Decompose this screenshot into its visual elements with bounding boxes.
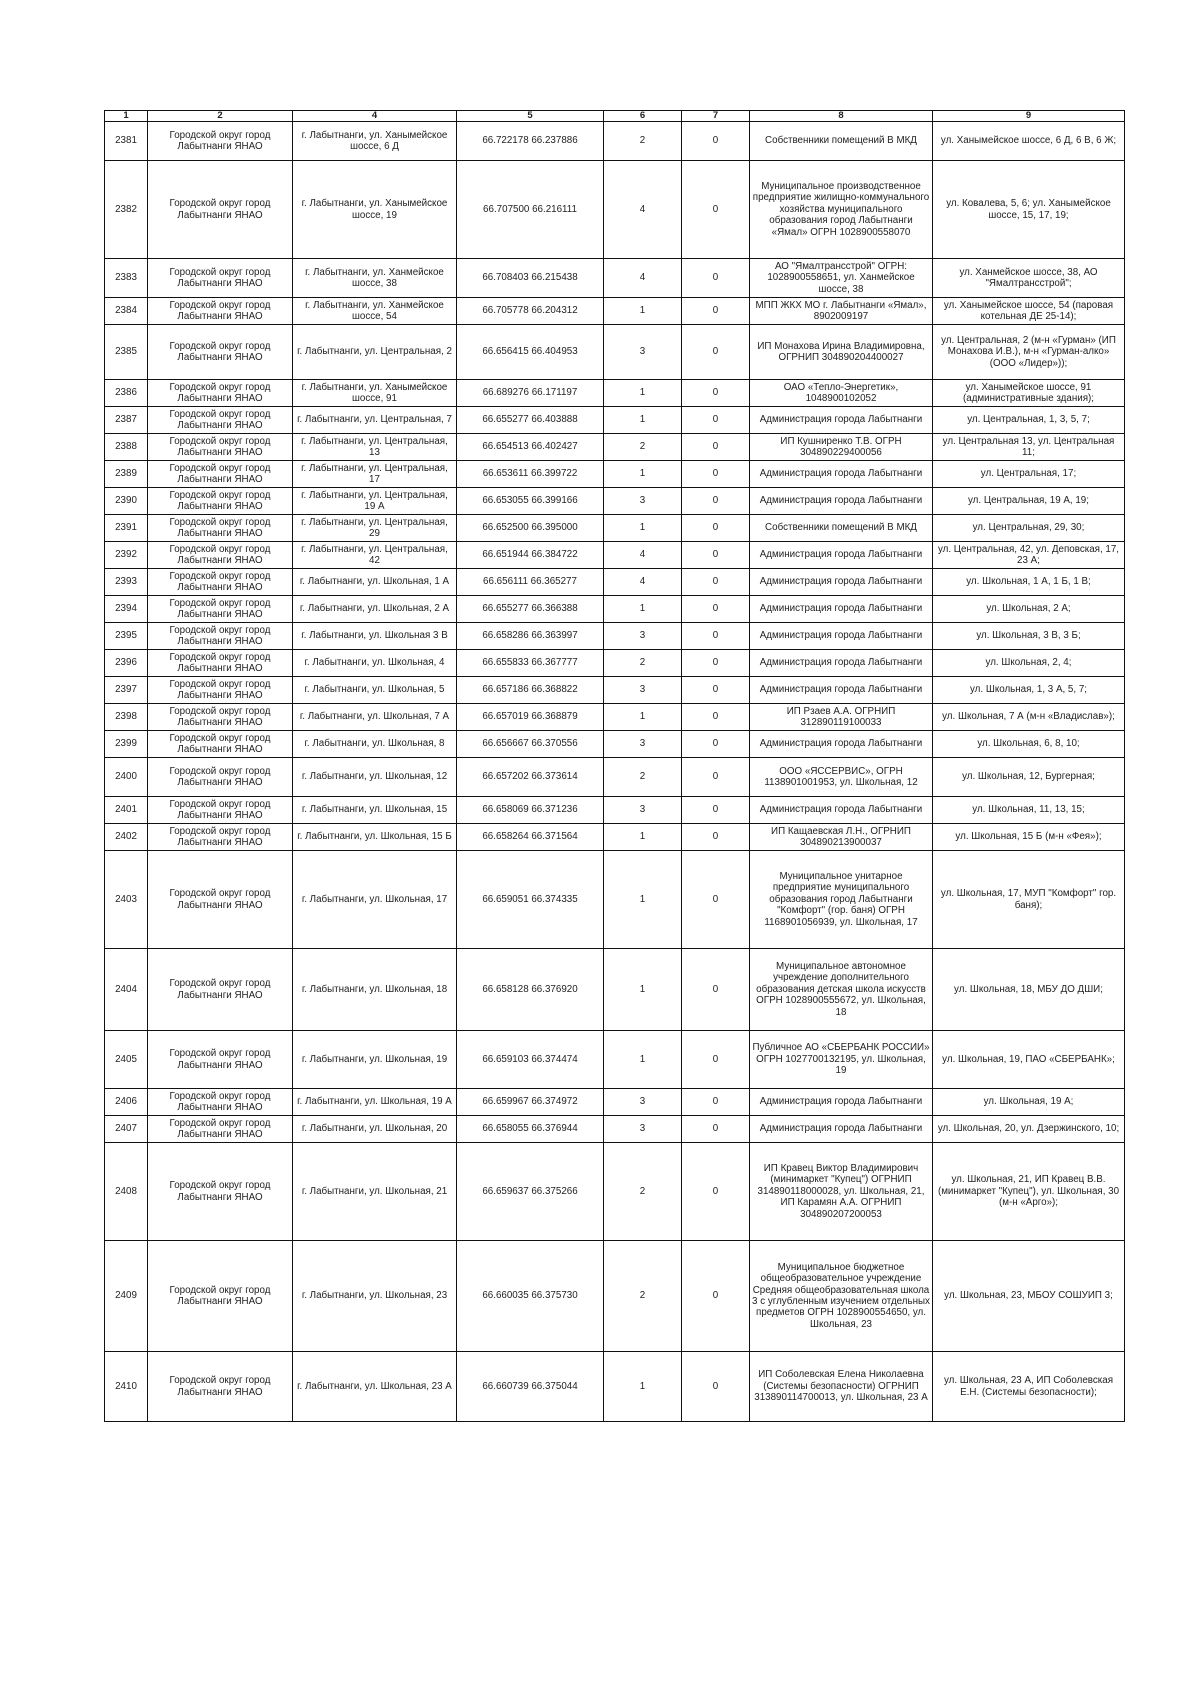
container-sites-table <box>104 110 1125 1422</box>
zero-count-cell: 0 <box>682 731 750 758</box>
coordinates-cell: 66.659051 66.374335 <box>457 851 604 949</box>
count-cell: 2 <box>604 650 682 677</box>
row-number: 2404 <box>105 949 148 1031</box>
address-cell: г. Лабытнанги, ул. Школьная, 23 А <box>293 1352 457 1422</box>
serviced-objects-cell: ул. Центральная, 42, ул. Деповская, 17, 23 А; <box>933 542 1125 569</box>
address-cell: г. Лабытнанги, ул. Школьная, 12 <box>293 758 457 797</box>
serviced-objects-cell: ул. Школьная, 18, МБУ ДО ДШИ; <box>933 949 1125 1031</box>
district-cell: Городской округ город Лабытнанги ЯНАО <box>148 758 293 797</box>
address-cell: г. Лабытнанги, ул. Школьная, 5 <box>293 677 457 704</box>
serviced-objects-cell: ул. Центральная, 19 А, 19; <box>933 488 1125 515</box>
count-cell: 1 <box>604 298 682 325</box>
owner-cell: Администрация города Лабытнанги <box>750 623 933 650</box>
coordinates-cell: 66.656111 66.365277 <box>457 569 604 596</box>
count-cell: 1 <box>604 461 682 488</box>
owner-cell: Администрация города Лабытнанги <box>750 542 933 569</box>
table-row <box>105 325 1125 380</box>
row-number: 2381 <box>105 122 148 161</box>
coordinates-cell: 66.653055 66.399166 <box>457 488 604 515</box>
table-row <box>105 851 1125 949</box>
address-cell: г. Лабытнанги, ул. Школьная, 19 <box>293 1031 457 1089</box>
table-row <box>105 650 1125 677</box>
owner-cell: Администрация города Лабытнанги <box>750 797 933 824</box>
owner-cell: Администрация города Лабытнанги <box>750 488 933 515</box>
owner-cell: Администрация города Лабытнанги <box>750 461 933 488</box>
zero-count-cell: 0 <box>682 122 750 161</box>
table-row <box>105 122 1125 161</box>
table-row <box>105 1352 1125 1422</box>
row-number: 2396 <box>105 650 148 677</box>
row-number: 2399 <box>105 731 148 758</box>
serviced-objects-cell: ул. Ковалева, 5, 6; ул. Ханымейское шоссе, 15, 17, 19; <box>933 161 1125 259</box>
owner-cell: ИП Кравец Виктор Владимирович (минимаркет "Купец") ОГРНИП 314890118000028, ул. Школьная, 21, ИП Карамян А.А. ОГРНИП 304890207200053 <box>750 1143 933 1241</box>
district-cell: Городской округ город Лабытнанги ЯНАО <box>148 596 293 623</box>
zero-count-cell: 0 <box>682 851 750 949</box>
address-cell: г. Лабытнанги, ул. Школьная, 15 <box>293 797 457 824</box>
column-header: 2 <box>148 111 293 122</box>
count-cell: 3 <box>604 1116 682 1143</box>
coordinates-cell: 66.658286 66.363997 <box>457 623 604 650</box>
district-cell: Городской округ город Лабытнанги ЯНАО <box>148 1031 293 1089</box>
column-header: 8 <box>750 111 933 122</box>
column-header: 4 <box>293 111 457 122</box>
district-cell: Городской округ город Лабытнанги ЯНАО <box>148 298 293 325</box>
owner-cell: ИП Кащаевская Л.Н., ОГРНИП 304890213900037 <box>750 824 933 851</box>
count-cell: 2 <box>604 758 682 797</box>
serviced-objects-cell: ул. Центральная, 1, 3, 5, 7; <box>933 407 1125 434</box>
table-row <box>105 677 1125 704</box>
table-row <box>105 434 1125 461</box>
address-cell: г. Лабытнанги, ул. Школьная, 19 А <box>293 1089 457 1116</box>
row-number: 2397 <box>105 677 148 704</box>
district-cell: Городской округ город Лабытнанги ЯНАО <box>148 161 293 259</box>
zero-count-cell: 0 <box>682 461 750 488</box>
address-cell: г. Лабытнанги, ул. Школьная, 8 <box>293 731 457 758</box>
zero-count-cell: 0 <box>682 797 750 824</box>
zero-count-cell: 0 <box>682 542 750 569</box>
serviced-objects-cell: ул. Школьная, 2, 4; <box>933 650 1125 677</box>
table-body <box>105 122 1125 1422</box>
zero-count-cell: 0 <box>682 623 750 650</box>
district-cell: Городской округ город Лабытнанги ЯНАО <box>148 650 293 677</box>
zero-count-cell: 0 <box>682 1143 750 1241</box>
owner-cell: Администрация города Лабытнанги <box>750 650 933 677</box>
address-cell: г. Лабытнанги, ул. Школьная, 1 А <box>293 569 457 596</box>
district-cell: Городской округ город Лабытнанги ЯНАО <box>148 515 293 542</box>
serviced-objects-cell: ул. Школьная, 7 А (м-н «Владислав»); <box>933 704 1125 731</box>
address-cell: г. Лабытнанги, ул. Школьная, 23 <box>293 1241 457 1352</box>
count-cell: 3 <box>604 731 682 758</box>
column-header: 6 <box>604 111 682 122</box>
coordinates-cell: 66.659967 66.374972 <box>457 1089 604 1116</box>
zero-count-cell: 0 <box>682 758 750 797</box>
district-cell: Городской округ город Лабытнанги ЯНАО <box>148 325 293 380</box>
owner-cell: Администрация города Лабытнанги <box>750 569 933 596</box>
coordinates-cell: 66.658055 66.376944 <box>457 1116 604 1143</box>
coordinates-cell: 66.659637 66.375266 <box>457 1143 604 1241</box>
row-number: 2391 <box>105 515 148 542</box>
district-cell: Городской округ город Лабытнанги ЯНАО <box>148 824 293 851</box>
coordinates-cell: 66.689276 66.171197 <box>457 380 604 407</box>
count-cell: 1 <box>604 515 682 542</box>
coordinates-cell: 66.656667 66.370556 <box>457 731 604 758</box>
table-row <box>105 704 1125 731</box>
count-cell: 4 <box>604 569 682 596</box>
row-number: 2389 <box>105 461 148 488</box>
count-cell: 3 <box>604 1089 682 1116</box>
column-header: 1 <box>105 111 148 122</box>
row-number: 2410 <box>105 1352 148 1422</box>
coordinates-cell: 66.705778 66.204312 <box>457 298 604 325</box>
district-cell: Городской округ город Лабытнанги ЯНАО <box>148 1241 293 1352</box>
address-cell: г. Лабытнанги, ул. Центральная, 13 <box>293 434 457 461</box>
table-row <box>105 380 1125 407</box>
row-number: 2405 <box>105 1031 148 1089</box>
row-number: 2385 <box>105 325 148 380</box>
coordinates-cell: 66.722178 66.237886 <box>457 122 604 161</box>
serviced-objects-cell: ул. Школьная, 19, ПАО «СБЕРБАНК»; <box>933 1031 1125 1089</box>
owner-cell: ИП Монахова Ирина Владимировна, ОГРНИП 304890204400027 <box>750 325 933 380</box>
count-cell: 1 <box>604 949 682 1031</box>
serviced-objects-cell: ул. Школьная, 17, МУП "Комфорт" гор. баня); <box>933 851 1125 949</box>
zero-count-cell: 0 <box>682 325 750 380</box>
serviced-objects-cell: ул. Центральная 13, ул. Центральная 11; <box>933 434 1125 461</box>
coordinates-cell: 66.658069 66.371236 <box>457 797 604 824</box>
row-number: 2403 <box>105 851 148 949</box>
table-row <box>105 731 1125 758</box>
row-number: 2408 <box>105 1143 148 1241</box>
serviced-objects-cell: ул. Школьная, 11, 13, 15; <box>933 797 1125 824</box>
table-row <box>105 1089 1125 1116</box>
column-header: 5 <box>457 111 604 122</box>
row-number: 2388 <box>105 434 148 461</box>
zero-count-cell: 0 <box>682 569 750 596</box>
row-number: 2394 <box>105 596 148 623</box>
owner-cell: Муниципальное производственное предприятие жилищно-коммунального хозяйства муниципального образования город Лабытнанги «Ямал» ОГРН 1028900558070 <box>750 161 933 259</box>
count-cell: 1 <box>604 380 682 407</box>
district-cell: Городской округ город Лабытнанги ЯНАО <box>148 731 293 758</box>
address-cell: г. Лабытнанги, ул. Ханмейское шоссе, 38 <box>293 259 457 298</box>
table-row <box>105 623 1125 650</box>
table-header-row <box>105 111 1125 122</box>
zero-count-cell: 0 <box>682 298 750 325</box>
coordinates-cell: 66.655833 66.367777 <box>457 650 604 677</box>
owner-cell: ИП Соболевская Елена Николаевна (Системы безопасности) ОГРНИП 313890114700013, ул. Школьная, 23 А <box>750 1352 933 1422</box>
serviced-objects-cell: ул. Центральная, 17; <box>933 461 1125 488</box>
zero-count-cell: 0 <box>682 949 750 1031</box>
count-cell: 3 <box>604 488 682 515</box>
table-row <box>105 407 1125 434</box>
serviced-objects-cell: ул. Школьная, 6, 8, 10; <box>933 731 1125 758</box>
serviced-objects-cell: ул. Школьная, 19 А; <box>933 1089 1125 1116</box>
zero-count-cell: 0 <box>682 650 750 677</box>
owner-cell: Публичное АО «СБЕРБАНК РОССИИ» ОГРН 1027700132195, ул. Школьная, 19 <box>750 1031 933 1089</box>
district-cell: Городской округ город Лабытнанги ЯНАО <box>148 122 293 161</box>
address-cell: г. Лабытнанги, ул. Школьная, 20 <box>293 1116 457 1143</box>
coordinates-cell: 66.659103 66.374474 <box>457 1031 604 1089</box>
count-cell: 2 <box>604 434 682 461</box>
district-cell: Городской округ город Лабытнанги ЯНАО <box>148 434 293 461</box>
table-row <box>105 488 1125 515</box>
zero-count-cell: 0 <box>682 1116 750 1143</box>
count-cell: 1 <box>604 1031 682 1089</box>
table-row <box>105 161 1125 259</box>
address-cell: г. Лабытнанги, ул. Школьная, 18 <box>293 949 457 1031</box>
serviced-objects-cell: ул. Школьная, 23, МБОУ СОШУИП 3; <box>933 1241 1125 1352</box>
count-cell: 1 <box>604 1352 682 1422</box>
table-row <box>105 569 1125 596</box>
district-cell: Городской округ город Лабытнанги ЯНАО <box>148 407 293 434</box>
table-row <box>105 461 1125 488</box>
zero-count-cell: 0 <box>682 161 750 259</box>
row-number: 2392 <box>105 542 148 569</box>
serviced-objects-cell: ул. Школьная, 15 Б (м-н «Фея»); <box>933 824 1125 851</box>
owner-cell: Собственники помещений В МКД <box>750 515 933 542</box>
address-cell: г. Лабытнанги, ул. Школьная, 17 <box>293 851 457 949</box>
district-cell: Городской округ город Лабытнанги ЯНАО <box>148 949 293 1031</box>
table-row <box>105 542 1125 569</box>
row-number: 2400 <box>105 758 148 797</box>
coordinates-cell: 66.658128 66.376920 <box>457 949 604 1031</box>
owner-cell: Администрация города Лабытнанги <box>750 677 933 704</box>
coordinates-cell: 66.656415 66.404953 <box>457 325 604 380</box>
zero-count-cell: 0 <box>682 596 750 623</box>
address-cell: г. Лабытнанги, ул. Центральная, 17 <box>293 461 457 488</box>
owner-cell: Администрация города Лабытнанги <box>750 1089 933 1116</box>
serviced-objects-cell: ул. Школьная, 23 А, ИП Соболевская Е.Н. (Системы безопасности); <box>933 1352 1125 1422</box>
district-cell: Городской округ город Лабытнанги ЯНАО <box>148 1143 293 1241</box>
count-cell: 4 <box>604 542 682 569</box>
address-cell: г. Лабытнанги, ул. Ханмейское шоссе, 54 <box>293 298 457 325</box>
district-cell: Городской округ город Лабытнанги ЯНАО <box>148 259 293 298</box>
address-cell: г. Лабытнанги, ул. Школьная, 2 А <box>293 596 457 623</box>
count-cell: 1 <box>604 407 682 434</box>
owner-cell: Администрация города Лабытнанги <box>750 731 933 758</box>
count-cell: 3 <box>604 325 682 380</box>
row-number: 2401 <box>105 797 148 824</box>
address-cell: г. Лабытнанги, ул. Школьная, 4 <box>293 650 457 677</box>
serviced-objects-cell: ул. Центральная, 2 (м-н «Гурман» (ИП Монахова И.В.), м-н «Гурман-алко» (ООО «Лидер»)); <box>933 325 1125 380</box>
owner-cell: ИП Кушниренко Т.В. ОГРН 304890229400056 <box>750 434 933 461</box>
zero-count-cell: 0 <box>682 1031 750 1089</box>
district-cell: Городской округ город Лабытнанги ЯНАО <box>148 1089 293 1116</box>
district-cell: Городской округ город Лабытнанги ЯНАО <box>148 542 293 569</box>
owner-cell: ОАО «Тепло-Энергетик», 1048900102052 <box>750 380 933 407</box>
district-cell: Городской округ город Лабытнанги ЯНАО <box>148 704 293 731</box>
coordinates-cell: 66.657019 66.368879 <box>457 704 604 731</box>
district-cell: Городской округ город Лабытнанги ЯНАО <box>148 380 293 407</box>
serviced-objects-cell: ул. Ханымейское шоссе, 91 (административные здания); <box>933 380 1125 407</box>
owner-cell: Администрация города Лабытнанги <box>750 1116 933 1143</box>
zero-count-cell: 0 <box>682 259 750 298</box>
zero-count-cell: 0 <box>682 380 750 407</box>
owner-cell: ИП Рзаев А.А. ОГРНИП 312890119100033 <box>750 704 933 731</box>
serviced-objects-cell: ул. Школьная, 3 В, 3 Б; <box>933 623 1125 650</box>
row-number: 2409 <box>105 1241 148 1352</box>
owner-cell: Собственники помещений В МКД <box>750 122 933 161</box>
count-cell: 3 <box>604 797 682 824</box>
zero-count-cell: 0 <box>682 824 750 851</box>
serviced-objects-cell: ул. Школьная, 21, ИП Кравец В.В. (минимаркет "Купец"), ул. Школьная, 30 (м-н «Арго»); <box>933 1143 1125 1241</box>
coordinates-cell: 66.657202 66.373614 <box>457 758 604 797</box>
row-number: 2393 <box>105 569 148 596</box>
zero-count-cell: 0 <box>682 1089 750 1116</box>
address-cell: г. Лабытнанги, ул. Центральная, 2 <box>293 325 457 380</box>
district-cell: Городской округ город Лабытнанги ЯНАО <box>148 1116 293 1143</box>
count-cell: 1 <box>604 704 682 731</box>
row-number: 2402 <box>105 824 148 851</box>
address-cell: г. Лабытнанги, ул. Школьная 3 В <box>293 623 457 650</box>
count-cell: 3 <box>604 623 682 650</box>
column-header: 7 <box>682 111 750 122</box>
district-cell: Городской округ город Лабытнанги ЯНАО <box>148 461 293 488</box>
coordinates-cell: 66.707500 66.216111 <box>457 161 604 259</box>
serviced-objects-cell: ул. Школьная, 12, Бургерная; <box>933 758 1125 797</box>
column-header: 9 <box>933 111 1125 122</box>
coordinates-cell: 66.708403 66.215438 <box>457 259 604 298</box>
address-cell: г. Лабытнанги, ул. Ханымейское шоссе, 91 <box>293 380 457 407</box>
table-row <box>105 596 1125 623</box>
coordinates-cell: 66.652500 66.395000 <box>457 515 604 542</box>
row-number: 2387 <box>105 407 148 434</box>
zero-count-cell: 0 <box>682 677 750 704</box>
table-row <box>105 824 1125 851</box>
coordinates-cell: 66.654513 66.402427 <box>457 434 604 461</box>
count-cell: 2 <box>604 1241 682 1352</box>
owner-cell: ООО «ЯССЕРВИС», ОГРН 1138901001953, ул. Школьная, 12 <box>750 758 933 797</box>
row-number: 2407 <box>105 1116 148 1143</box>
coordinates-cell: 66.653611 66.399722 <box>457 461 604 488</box>
owner-cell: Администрация города Лабытнанги <box>750 596 933 623</box>
district-cell: Городской округ город Лабытнанги ЯНАО <box>148 1352 293 1422</box>
table-row <box>105 1031 1125 1089</box>
serviced-objects-cell: ул. Ханымейское шоссе, 54 (паровая котельная ДЕ 25-14); <box>933 298 1125 325</box>
zero-count-cell: 0 <box>682 1352 750 1422</box>
address-cell: г. Лабытнанги, ул. Центральная, 7 <box>293 407 457 434</box>
zero-count-cell: 0 <box>682 488 750 515</box>
row-number: 2395 <box>105 623 148 650</box>
count-cell: 4 <box>604 161 682 259</box>
zero-count-cell: 0 <box>682 1241 750 1352</box>
serviced-objects-cell: ул. Школьная, 1, 3 А, 5, 7; <box>933 677 1125 704</box>
address-cell: г. Лабытнанги, ул. Ханымейское шоссе, 19 <box>293 161 457 259</box>
serviced-objects-cell: ул. Ханымейское шоссе, 6 Д, 6 В, 6 Ж; <box>933 122 1125 161</box>
serviced-objects-cell: ул. Ханмейское шоссе, 38, АО "Ямалтрансстрой"; <box>933 259 1125 298</box>
table-row <box>105 1241 1125 1352</box>
table-row <box>105 298 1125 325</box>
owner-cell: Муниципальное автономное учреждение дополнительного образования детская школа искусств ОГРН 1028900555672, ул. Школьная, 18 <box>750 949 933 1031</box>
coordinates-cell: 66.655277 66.366388 <box>457 596 604 623</box>
row-number: 2398 <box>105 704 148 731</box>
coordinates-cell: 66.660035 66.375730 <box>457 1241 604 1352</box>
serviced-objects-cell: ул. Центральная, 29, 30; <box>933 515 1125 542</box>
table-row <box>105 758 1125 797</box>
address-cell: г. Лабытнанги, ул. Школьная, 21 <box>293 1143 457 1241</box>
table-row <box>105 259 1125 298</box>
table-row <box>105 949 1125 1031</box>
coordinates-cell: 66.658264 66.371564 <box>457 824 604 851</box>
count-cell: 3 <box>604 677 682 704</box>
zero-count-cell: 0 <box>682 704 750 731</box>
address-cell: г. Лабытнанги, ул. Центральная, 42 <box>293 542 457 569</box>
district-cell: Городской округ город Лабытнанги ЯНАО <box>148 851 293 949</box>
zero-count-cell: 0 <box>682 407 750 434</box>
district-cell: Городской округ город Лабытнанги ЯНАО <box>148 677 293 704</box>
address-cell: г. Лабытнанги, ул. Ханымейское шоссе, 6 Д <box>293 122 457 161</box>
address-cell: г. Лабытнанги, ул. Школьная, 15 Б <box>293 824 457 851</box>
coordinates-cell: 66.655277 66.403888 <box>457 407 604 434</box>
row-number: 2390 <box>105 488 148 515</box>
count-cell: 1 <box>604 824 682 851</box>
address-cell: г. Лабытнанги, ул. Школьная, 7 А <box>293 704 457 731</box>
serviced-objects-cell: ул. Школьная, 20, ул. Дзержинского, 10; <box>933 1116 1125 1143</box>
serviced-objects-cell: ул. Школьная, 1 А, 1 Б, 1 В; <box>933 569 1125 596</box>
row-number: 2406 <box>105 1089 148 1116</box>
count-cell: 4 <box>604 259 682 298</box>
row-number: 2384 <box>105 298 148 325</box>
owner-cell: Муниципальное бюджетное общеобразовательное учреждение Средняя общеобразовательная школа 3 с углубленным изучением отдельных предметов ОГРН 1028900554650, ул. Школьная, 23 <box>750 1241 933 1352</box>
owner-cell: Муниципальное унитарное предприятие муниципального образования город Лабытнанги "Комфорт" (гор. баня) ОГРН 1168901056939, ул. Школьная, 17 <box>750 851 933 949</box>
owner-cell: АО "Ямалтрансстрой" ОГРН: 1028900558651, ул. Ханмейское шоссе, 38 <box>750 259 933 298</box>
count-cell: 1 <box>604 851 682 949</box>
serviced-objects-cell: ул. Школьная, 2 А; <box>933 596 1125 623</box>
district-cell: Городской округ город Лабытнанги ЯНАО <box>148 488 293 515</box>
owner-cell: МПП ЖКХ МО г. Лабытнанги «Ямал», 8902009197 <box>750 298 933 325</box>
district-cell: Городской округ город Лабытнанги ЯНАО <box>148 797 293 824</box>
table-row <box>105 515 1125 542</box>
count-cell: 1 <box>604 596 682 623</box>
owner-cell: Администрация города Лабытнанги <box>750 407 933 434</box>
count-cell: 2 <box>604 1143 682 1241</box>
row-number: 2386 <box>105 380 148 407</box>
coordinates-cell: 66.660739 66.375044 <box>457 1352 604 1422</box>
district-cell: Городской округ город Лабытнанги ЯНАО <box>148 623 293 650</box>
table-row <box>105 1143 1125 1241</box>
zero-count-cell: 0 <box>682 515 750 542</box>
address-cell: г. Лабытнанги, ул. Центральная, 19 А <box>293 488 457 515</box>
zero-count-cell: 0 <box>682 434 750 461</box>
row-number: 2383 <box>105 259 148 298</box>
coordinates-cell: 66.657186 66.368822 <box>457 677 604 704</box>
coordinates-cell: 66.651944 66.384722 <box>457 542 604 569</box>
count-cell: 2 <box>604 122 682 161</box>
table-row <box>105 797 1125 824</box>
table-row <box>105 1116 1125 1143</box>
address-cell: г. Лабытнанги, ул. Центральная, 29 <box>293 515 457 542</box>
district-cell: Городской округ город Лабытнанги ЯНАО <box>148 569 293 596</box>
row-number: 2382 <box>105 161 148 259</box>
